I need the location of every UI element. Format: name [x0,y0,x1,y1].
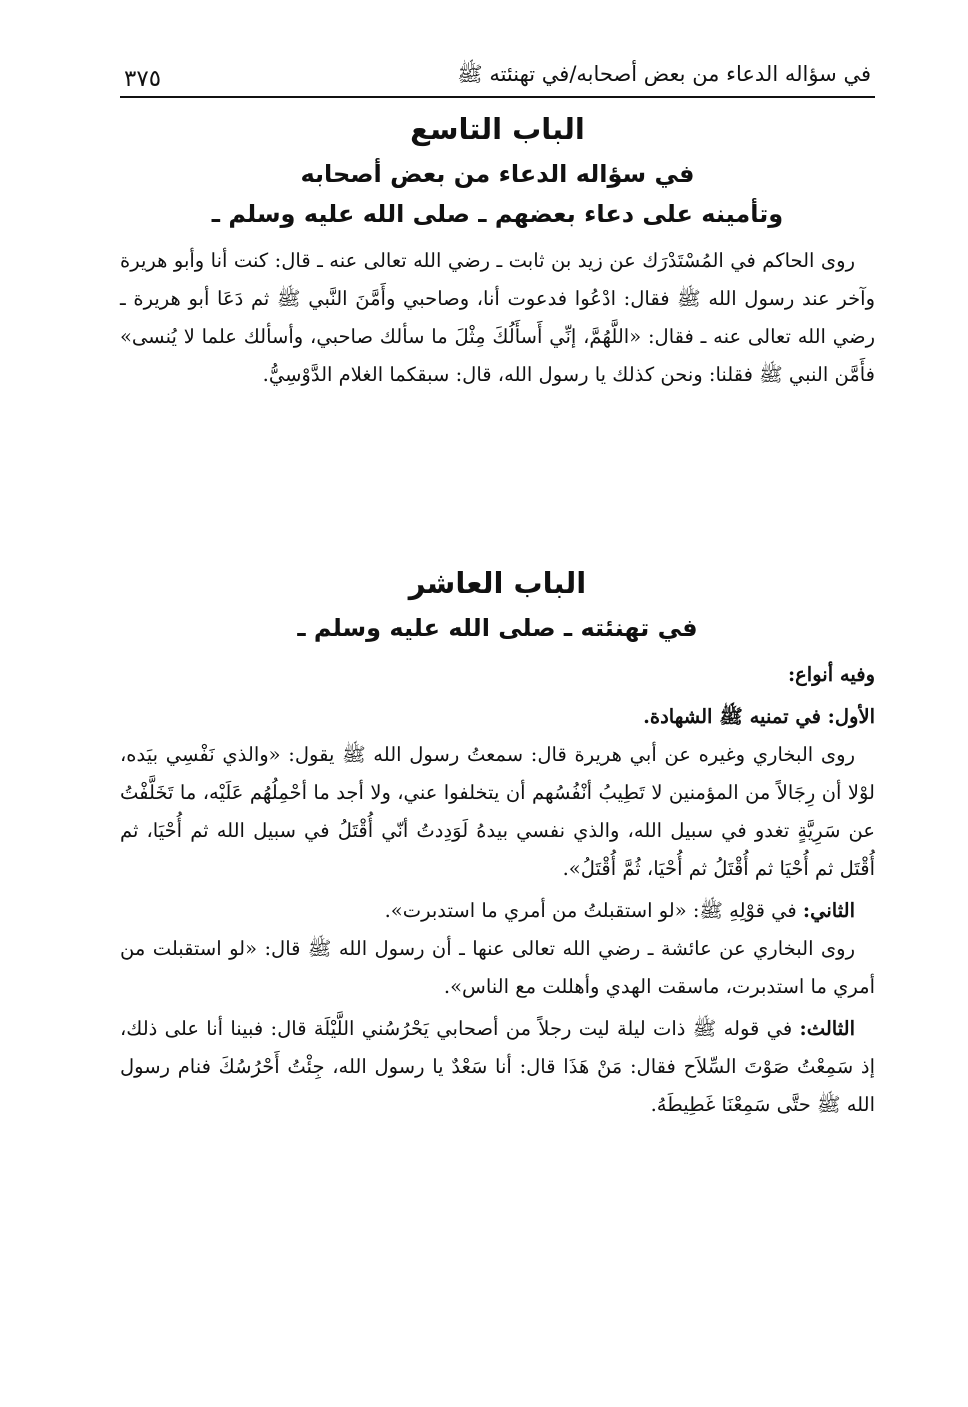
first-kind-paragraph: روى البخاري وغيره عن أبي هريرة قال: سمعتُ رسول الله ﷺ يقول: «والذي نَفْسِي بيَده، لوْلا أن رِجَالاً من المؤمنين لا تَطِيبُ أنْفُسُهم أن يتخلفوا عني، ولا أجد ما أحْمِلُهُم عَلَيْه، ما تَخَلَّفْتُ عن سَرِيَّةٍ تغدو في سبيل الله، والذي نفسي بيدهُ لَوَدِدتُ أنّي أُقْتَلُ في سبيل الله ثم أُحْيَا، ثم أُقْتَل ثم أُحْيَا ثم أُقْتَلُ ثم أُحْيَا، ثُمَّ أُقْتَلُ». [120,743,875,880]
third-kind-text: في قوله ﷺ ذات ليلة ليت رجلاً من أصحابي يَحْرُسُني اللَّيْلَة قال: فبينا أنا على ذلك، إذ سَمِعْتُ صَوْتَ السِّلاَح فقال: مَنْ هَذَا قال: أنا سَعْدٌ يا رسول الله، جِئْتُ أَحْرُسُكَ فنام رسول الله ﷺ حتَّى سَمِعْنَا غَطِيطَهُ. [120,1017,875,1116]
chapter-9-subtitle-line-2: وتأمينه على دعاء بعضهم ـ صلى الله عليه وسلم ـ [211,200,784,228]
page-number: ٣٧٥ [124,66,162,92]
running-header [120,40,875,98]
chapter-9-title: الباب التاسع [410,112,585,146]
third-kind-paragraph [120,1010,875,1124]
section-spacer [120,394,875,552]
book-page [120,40,875,1124]
chapter-10-subtitle: في تهنئته ـ صلى الله عليه وسلم ـ [297,614,698,642]
third-kind-label: الثالث: [799,1017,855,1040]
chapter-10-title: الباب العاشر [408,566,587,600]
second-kind-label: الثاني: [802,899,855,922]
first-kind-heading: الأول: في تمنيه ﷺ الشهادة. [643,705,875,728]
running-title: في سؤاله الدعاء من بعض أصحابه/في تهنئته ﷺ [457,62,871,86]
chapter-9-paragraph: روى الحاكم في المُسْتَدْرَك عن زيد بن ثابت ـ رضي الله تعالى عنه ـ قال: كنت أنا وأبو هريرة وآخر عند رسول الله ﷺ فقال: ادْعُوا فدعوت أنا، وصاحبي وأَمَّنَ النَّبي ﷺ ثم دَعَا أبو هريرة ـ رضي الله تعالى عنه ـ فقال: «اللَّهُمَّ، إنِّي أَسأَلُكَ مِثْلَ ما سألك صاحبي، وأسألك علما لا يُنسى» فأَمَّن النبي ﷺ فقلنا: ونحن كذلك يا رسول الله، قال: سبقكما الغلام الدَّوْسِيُّ. [120,249,875,386]
second-kind-text: في قوْلِهِ ﷺ: «لو استقبلتُ من أمري ما استدبرت». [384,899,803,922]
chapter-9-subtitle-line-1: في سؤاله الدعاء من بعض أصحابه [300,160,695,188]
second-kind-paragraph: روى البخاري عن عائشة ـ رضي الله تعالى عنها ـ أن رسول الله ﷺ قال: «لو استقبلت من أمري ما استدبرت، ماسقت الهدي وأهللت مع الناس». [120,937,875,998]
chapter-10-intro: وفيه أنواع: [787,663,875,686]
second-kind-heading [120,892,875,930]
